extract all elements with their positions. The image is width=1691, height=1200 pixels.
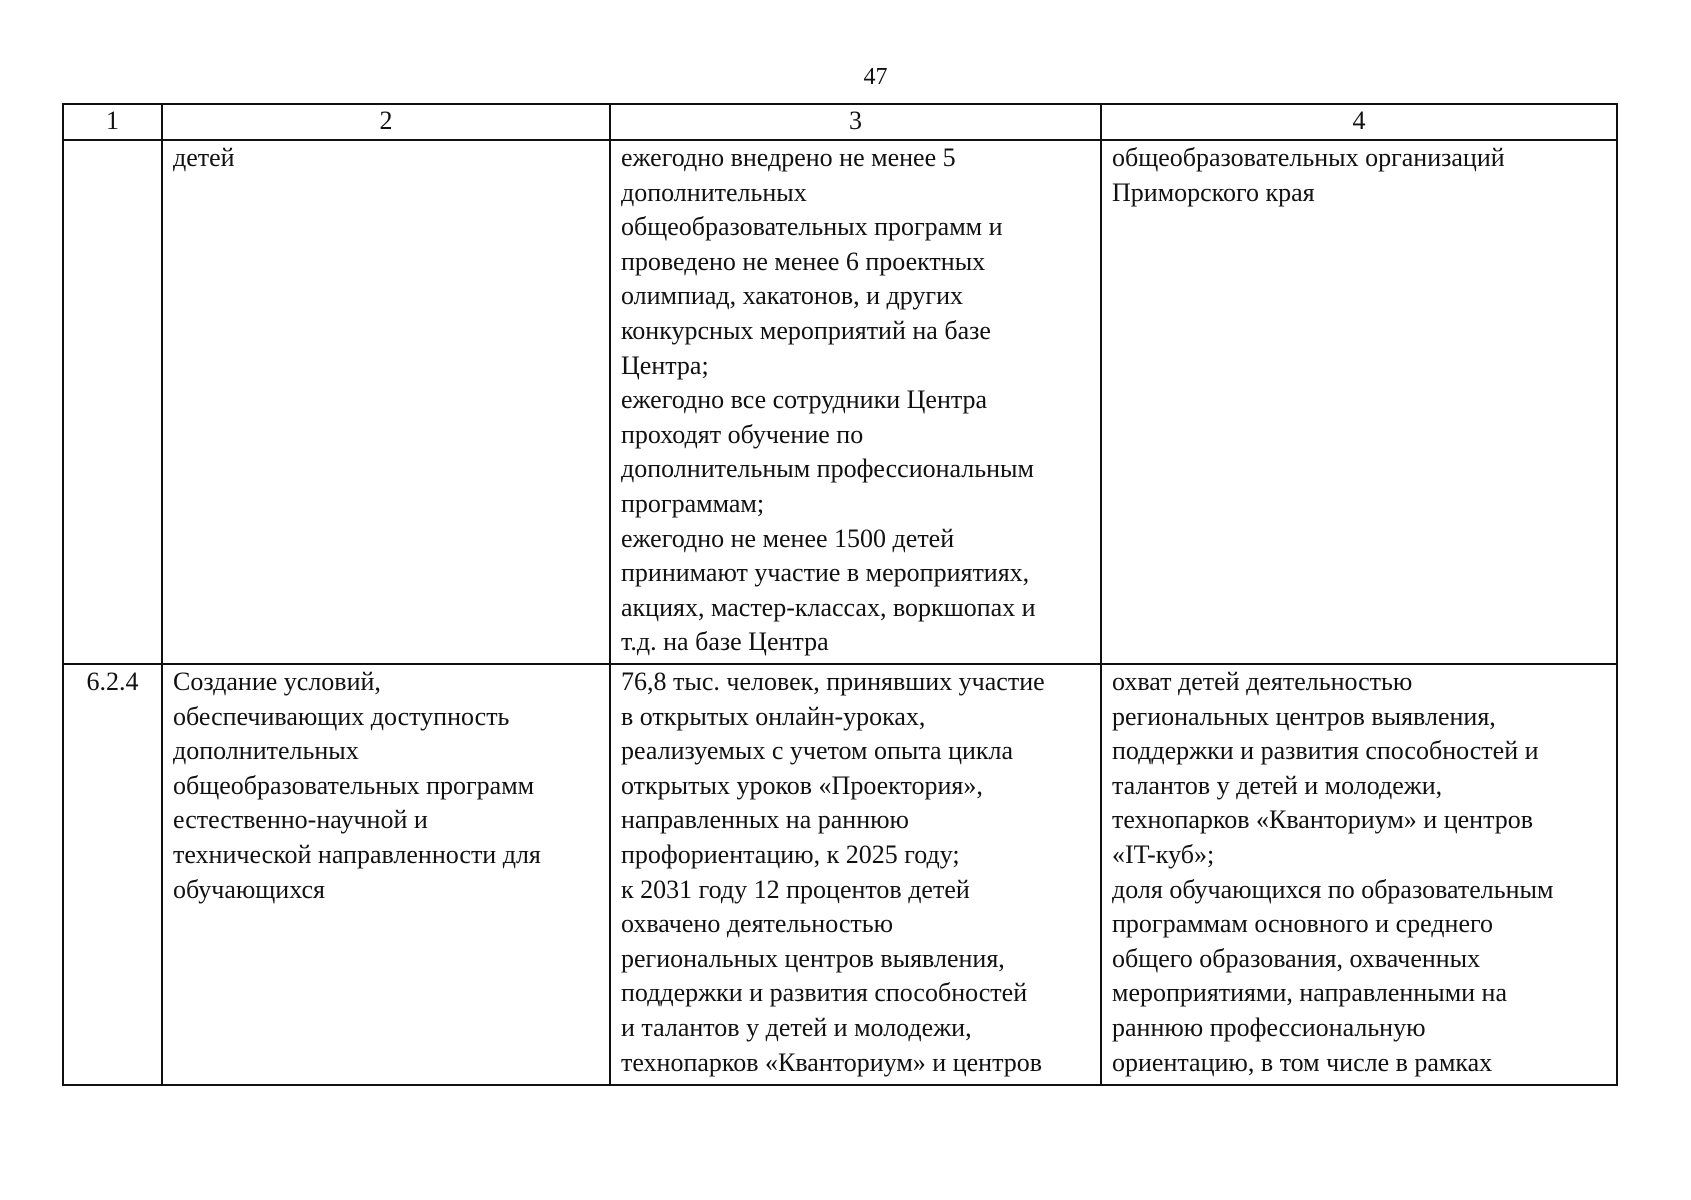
header-cell-1: 1	[63, 104, 162, 140]
header-cell-4: 4	[1101, 104, 1617, 140]
indicator-cell: охват детей деятельностью региональных центров выявления, поддержки и развития способностей и талантов у детей и молодежи, технопарков «Кванториум» и центров «IT-куб»; доля обучающихся по образовательным программам основного и среднего общего образования, охваченных мероприятиями, направленными на раннюю профессиональную ориентацию, в том числе в рамках	[1101, 664, 1617, 1085]
header-cell-2: 2	[162, 104, 610, 140]
activity-cell: Создание условий, обеспечивающих доступность дополнительных общеобразовательных программ естественно-научной и технической направленности для обучающихся	[162, 664, 610, 1085]
result-cell: ежегодно внедрено не менее 5 дополнительных общеобразовательных программ и проведено не менее 6 проектных олимпиад, хакатонов, и других конкурсных мероприятий на базе Центра; ежегодно все сотрудники Центра проходят обучение по дополнительным профессиональным программам; ежегодно не менее 1500 детей принимают участие в мероприятиях, акциях, мастер-классах, воркшопах и т.д. на базе Центра	[610, 140, 1101, 664]
table-row	[63, 140, 1617, 664]
header-cell-3: 3	[610, 104, 1101, 140]
result-cell: 76,8 тыс. человек, принявших участие в открытых онлайн-уроках, реализуемых с учетом опыта цикла открытых уроков «Проектория», направленных на раннюю профориентацию, к 2025 году; к 2031 году 12 процентов детей охвачено деятельностью региональных центров выявления, поддержки и развития способностей и талантов у детей и молодежи, технопарков «Кванториум» и центров	[610, 664, 1101, 1085]
content-table	[62, 103, 1618, 1086]
row-number-cell: 6.2.4	[63, 664, 162, 1085]
row-number-cell	[63, 140, 162, 664]
table-row	[63, 664, 1617, 1085]
page-number: 47	[863, 64, 888, 90]
indicator-cell: общеобразовательных организаций Приморского края	[1101, 140, 1617, 664]
table-header-row	[63, 104, 1617, 140]
activity-cell: детей	[162, 140, 610, 664]
